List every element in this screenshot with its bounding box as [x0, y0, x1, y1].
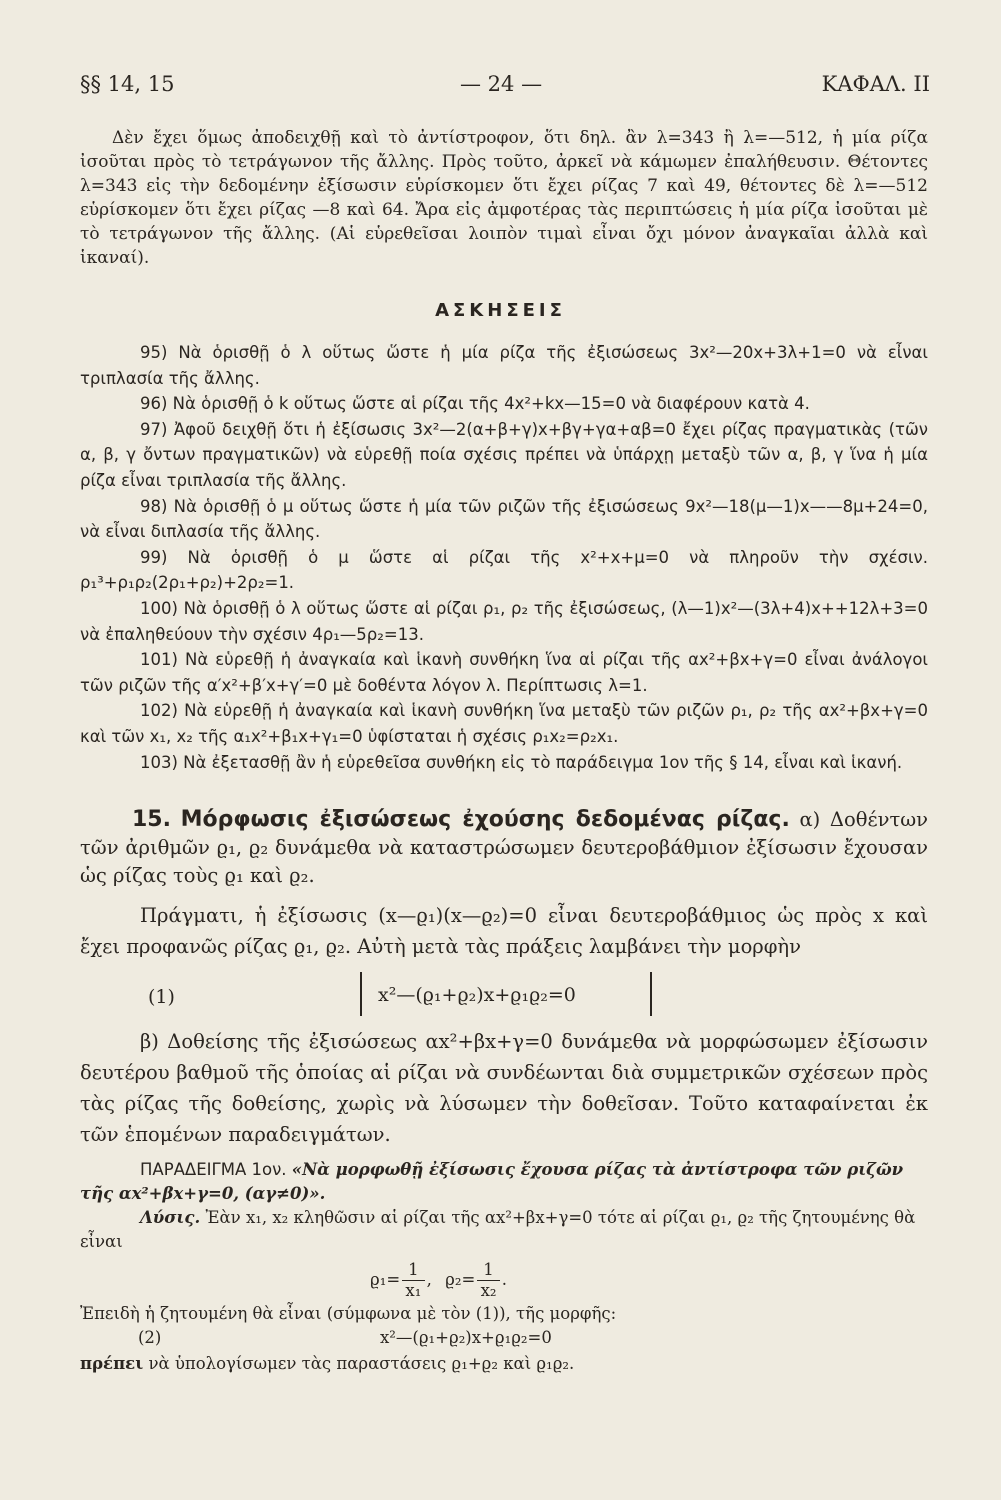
final-paragraph: [80, 1352, 928, 1376]
rho2-label: ϱ₂=: [445, 1270, 476, 1289]
section-15-heading: [80, 806, 928, 890]
example-1: [80, 1158, 928, 1254]
final-text: νὰ ὑπολογίσωμεν τὰς παραστάσεις ϱ₁+ϱ₂ καὶ ϱ₁ϱ₂.: [148, 1354, 575, 1373]
separator-period: .: [501, 1270, 508, 1289]
separator-comma: ,: [426, 1270, 432, 1289]
exercise-list: [80, 340, 928, 775]
equation-1-label: (1): [148, 986, 175, 1008]
exercise-98: 98) Νὰ ὁρισθῇ ὁ μ οὕτως ὥστε ἡ μία τῶν ριζῶν τῆς ἐξισώσεως 9x²—18(μ—1)x——8μ+24=0, νὰ εἶναι διπλασία τῆς ἄλλης.: [80, 496, 928, 542]
section-number: 15.: [132, 807, 171, 832]
exercise-95: 95) Νὰ ὁρισθῇ ὁ λ οὕτως ὥστε ἡ μία ρίζα τῆς ἐξισώσεως 3x²—20x+3λ+1=0 νὰ εἶναι τριπλασία τῆς ἄλλης.: [80, 343, 928, 388]
equation-2-label: (2): [138, 1328, 162, 1347]
equation-1-box: [360, 972, 652, 1016]
since-paragraph: Ἐπειδὴ ἡ ζητουμένη θὰ εἶναι (σύμφωνα μὲ τὸν (1)), τῆς μορφῆς:: [80, 1304, 617, 1323]
exercise-103: 103) Νὰ ἐξετασθῇ ἂν ἡ εὑρεθεῖσα συνθήκη εἰς τὸ παράδειγμα 1ον τῆς § 14, εἶναι καὶ ἱκανή.: [140, 752, 903, 772]
exercise-97: 97) Ἀφοῦ δειχθῇ ὅτι ἡ ἐξίσωσις 3x²—2(α+β+γ)x+βγ+γα+αβ=0 ἔχει ρίζας πραγματικὰς (τῶν α, β, γ ὄντων πραγματικῶν) νὰ εὑρεθῇ ποία σχέσις πρέπει νὰ ὑπάρχῃ μεταξὺ τῶν α, β, γ ἵνα ἡ μία ρίζα εἶναι τριπλασία τῆς ἄλλης.: [80, 419, 928, 490]
header-section-ref: §§ 14, 15: [80, 72, 175, 96]
exercise-101: 101) Νὰ εὑρεθῇ ἡ ἀναγκαία καὶ ἱκανὴ συνθήκη ἵνα αἱ ρίζαι τῆς αx²+βx+γ=0 εἶναι ἀνάλογοι τῶν ριζῶν τῆς α′x²+β′x+γ′=0 μὲ δοθέντα λόγον λ. Περίπτωσις λ=1.: [80, 650, 928, 695]
exercise-96: 96) Νὰ ὁρισθῇ ὁ k οὕτως ὥστε αἱ ρίζαι τῆς 4x²+kx—15=0 νὰ διαφέρουν κατὰ 4.: [140, 394, 810, 414]
example-title: [80, 1158, 928, 1206]
numerator: 1: [477, 1260, 500, 1281]
intro-paragraph: Δὲν ἔχει ὅμως ἀποδειχθῇ καὶ τὸ ἀντίστροφον, ὅτι δηλ. ἂν λ=343 ἢ λ=—512, ἡ μία ρίζα ἰσοῦται πρὸς τὸ τετράγωνον τῆς ἄλλης. Πρὸς τοῦτο, ἀρκεῖ νὰ κάμωμεν ἐπαλήθευσιν. Θέτοντες λ=343 εἰς τὴν δεδομένην ἐξίσωσιν εὑρίσκομεν ὅτι ἔχει ρίζας 7 καὶ 49, θέτοντες δὲ λ=—512 εὑρίσκομεν ὅτι ἔχει ρίζας —8 καὶ 64. Ἄρα εἰς ἀμφοτέρας τὰς περιπτώσεις ἡ μία ρίζα ἰσοῦται μὲ τὸ τετράγωνον τῆς ἄλλης. (Αἱ εὑρεθεῖσαι λοιπὸν τιμαὶ εἶναι ὄχι μόνον ἀναγκαῖαι ἀλλὰ καὶ ἱκαναί).: [80, 128, 928, 268]
header-chapter: ΚΑΦΑΛ. II: [821, 72, 930, 96]
denominator: x₁: [405, 1281, 422, 1300]
example-label: ΠΑΡΑΔΕΙΓΜΑ 1ον.: [140, 1160, 287, 1179]
reciprocal-roots: [370, 1260, 507, 1301]
fraction-1-over-x1: [402, 1260, 425, 1301]
equation-2: x²—(ϱ₁+ϱ₂)x+ϱ₁ϱ₂=0: [380, 1328, 552, 1347]
exercises-heading: ΑΣΚΗΣΕΙΣ: [435, 300, 566, 321]
solution-label: Λύσις.: [140, 1208, 201, 1227]
exercise-102: 102) Νὰ εὑρεθῇ ἡ ἀναγκαία καὶ ἱκανὴ συνθήκη ἵνα μεταξὺ τῶν ριζῶν ρ₁, ρ₂ τῆς αx²+βx+γ=0 καὶ τῶν x₁, x₂ τῆς α₁x²+β₁x+γ₁=0 ὑφίσταται ἡ σχέσις ρ₁x₂=ρ₂x₁.: [80, 701, 928, 746]
solution: [80, 1206, 928, 1254]
section-paragraph: Πράγματι, ἡ ἐξίσωσις (x—ϱ₁)(x—ϱ₂)=0 εἶναι δευτεροβάθμιος ὡς πρὸς x καὶ ἔχει προφανῶς ρίζας ϱ₁, ϱ₂. Αὐτὴ μετὰ τὰς πράξεις λαμβάνει τὴν μορφὴν: [80, 904, 928, 958]
section-paragraph-b: β) Δοθείσης τῆς ἐξισώσεως αx²+βx+γ=0 δυνάμεθα νὰ μορφώσωμεν ἐξίσωσιν δευτέρου βαθμοῦ τῆς ὁποίας αἱ ρίζαι νὰ συνδέωνται διὰ συμμετρικῶν σχέσεων πρὸς τὰς ρίζας τῆς δοθείσης, χωρὶς νὰ λύσωμεν τὴν δοθεῖσαν. Τοῦτο καταφαίνεται ἐκ τῶν ἑπομένων παραδειγμάτων.: [80, 1030, 928, 1146]
numerator: 1: [402, 1260, 425, 1281]
exercise-99: 99) Νὰ ὁρισθῇ ὁ μ ὥστε αἱ ρίζαι τῆς x²+x+μ=0 νὰ πληροῦν τὴν σχέσιν. ρ₁³+ρ₁ρ₂(2ρ₁+ρ₂)+2ρ₂=1.: [80, 547, 928, 593]
solution-text: Ἐὰν x₁, x₂ κληθῶσιν αἱ ρίζαι τῆς αx²+βx+γ=0 τότε αἱ ρίζαι ϱ₁, ϱ₂ τῆς ζητουμένης θὰ εἶναι: [80, 1208, 916, 1251]
final-bold-word: πρέπει: [80, 1354, 144, 1373]
exercise-100: 100) Νὰ ὁρισθῇ ὁ λ οὕτως ὥστε αἱ ρίζαι ρ₁, ρ₂ τῆς ἐξισώσεως, (λ—1)x²—(3λ+4)x++12λ+3=0 νὰ ἐπαληθεύουν τὴν σχέσιν 4ρ₁—5ρ₂=13.: [80, 598, 928, 644]
page-header: [80, 72, 930, 102]
header-page-number: — 24 —: [460, 72, 543, 96]
section-intro: α) Δοθέντων τῶν ἀριθμῶν ϱ₁, ϱ₂ δυνάμεθα νὰ καταστρώσωμεν δευτεροβάθμιον ἐξίσωσιν ἔχουσαν ὡς ρίζας τοὺς ϱ₁ καὶ ϱ₂.: [80, 808, 928, 887]
example-statement: «Νὰ μορφωθῇ ἐξίσωσις ἔχουσα ρίζας τὰ ἀντίστροφα τῶν ριζῶν τῆς αx²+βx+γ=0, (αγ≠0)».: [80, 1160, 904, 1203]
equation-1: x²—(ϱ₁+ϱ₂)x+ϱ₁ϱ₂=0: [378, 984, 576, 1006]
fraction-1-over-x2: [477, 1260, 500, 1301]
rho1-label: ϱ₁=: [370, 1270, 401, 1289]
section-title: Μόρφωσις ἐξισώσεως ἐχούσης δεδομένας ρίζας.: [180, 807, 790, 832]
denominator: x₂: [480, 1281, 497, 1300]
